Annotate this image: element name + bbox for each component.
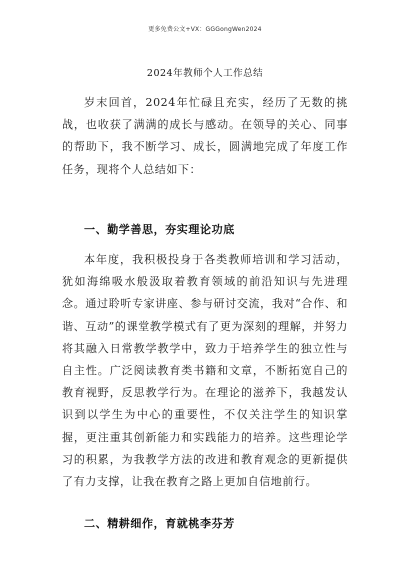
section-heading-2: 二、精耕细作，育就桃李芬芳 (84, 517, 235, 530)
section-heading-1: 一、勤学善思，夯实理论功底 (84, 223, 235, 236)
document-title: 2024年教师个人工作总结 (146, 68, 264, 79)
header-note: 更多免费公文+VX：GGGongWen2024 (148, 26, 262, 33)
intro-paragraph: 岁末回首，2024年忙碌且充实，经历了无数的挑战，也收获了满满的成长与感动。在领导的关心、同事的帮助下，我不断学习、成长，圆满地完成了年度工作任务，现将个人总结如下： (62, 96, 348, 176)
section-body-1: 本年度，我积极投身于各类教师培训和学习活动，犹如海绵吸水般汲取着教育领域的前沿知识与先进理念。通过聆听专家讲座、参与研讨交流，我对“合作、和谐、互动”的课堂教学模式有了更为深刻的理解，并努力将其融入日常教学教学中，致力于培养学生的独立性与自主性。广泛阅读教育类书籍和文章，不断拓宽自己的教育视野，反思教学行为。在理论的滋养下，我越发认识到以学生为中心的重要性，不仅关注学生的知识掌握，更注重其创新能力和实践能力的培养。这些理论学习的积累，为我教学方法的改进和教育观念的更新提供了有力支撑，让我在教育之路上更加自信地前行。 (62, 253, 348, 489)
